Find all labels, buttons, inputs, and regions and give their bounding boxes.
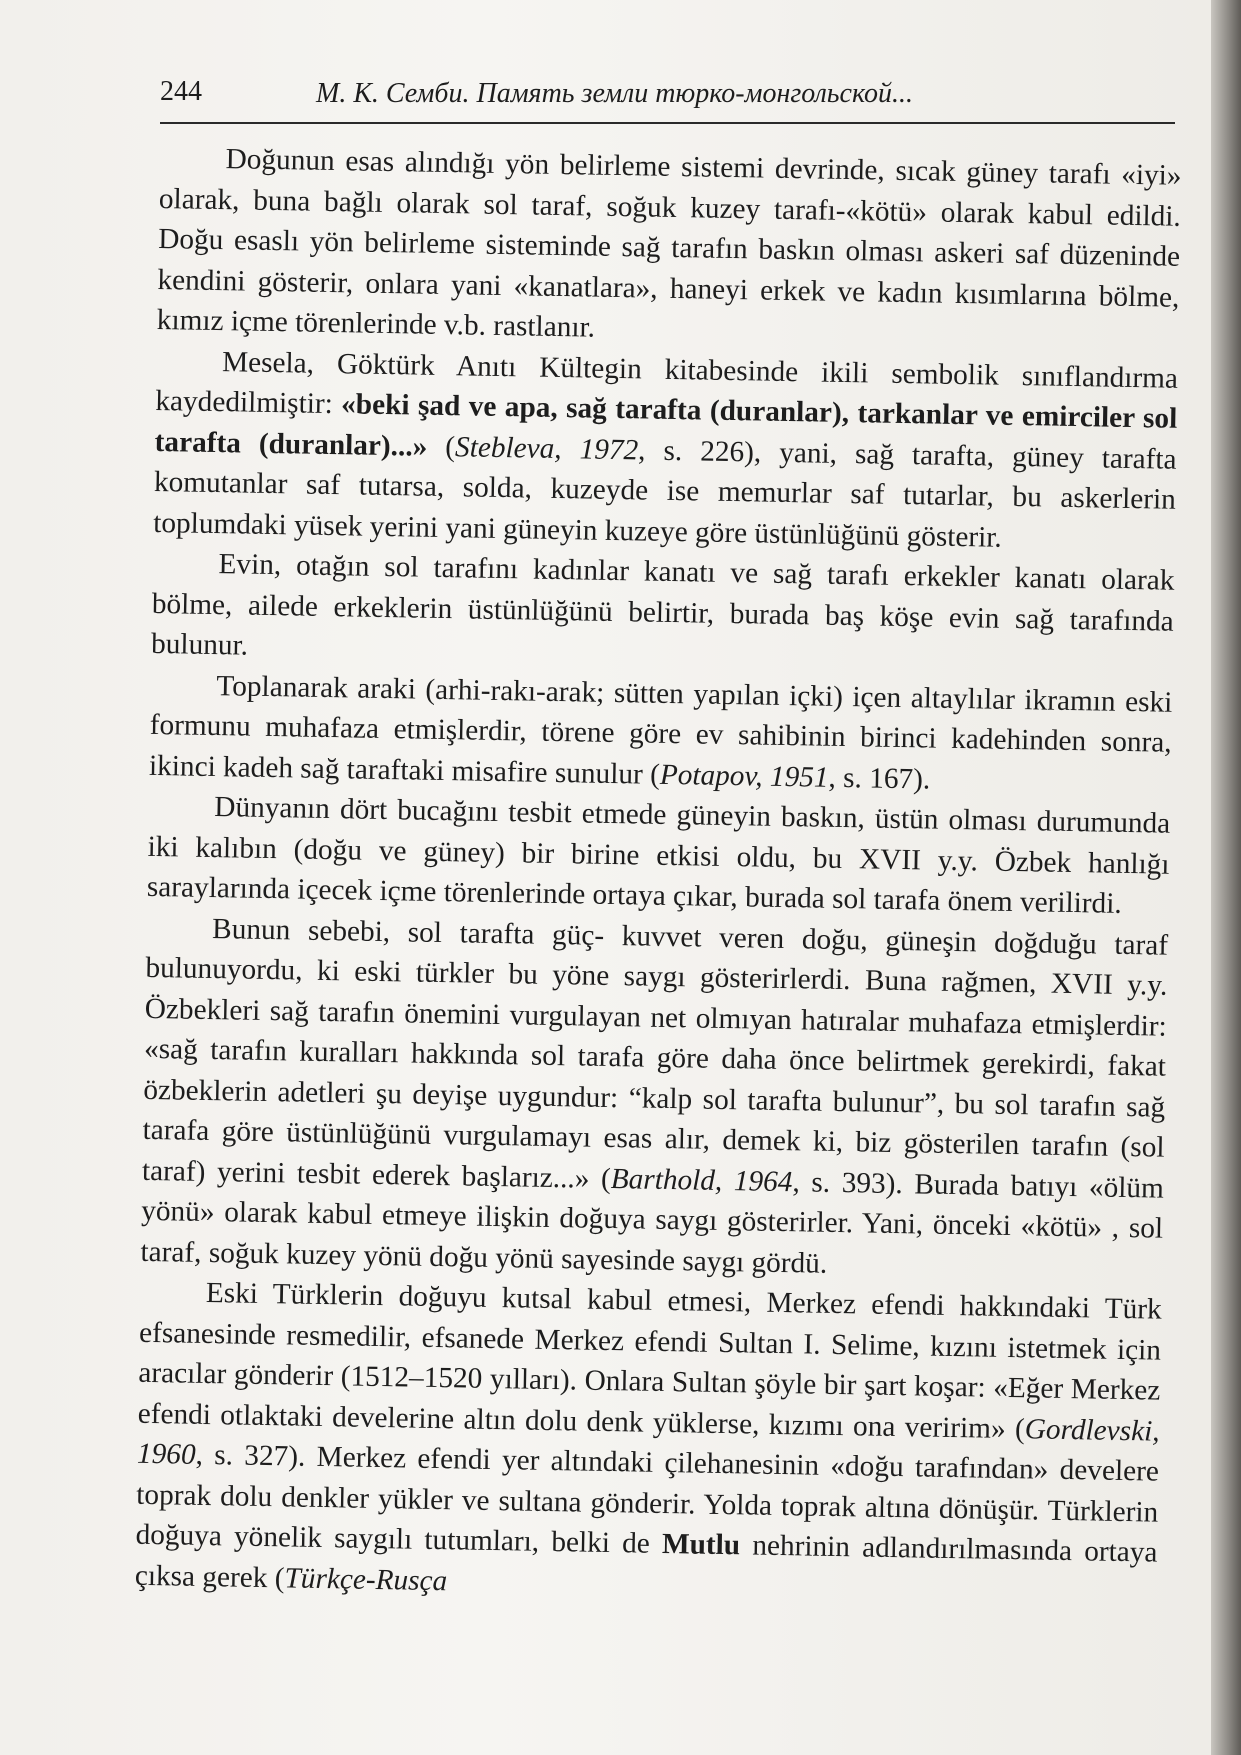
paragraph-2-text: ( <box>427 430 456 463</box>
paragraph-4-text: Toplanarak araki (arhi-rakı-arak; sütten yapılan içki) içen altaylılar ikramın eski formunu muhafaza etmişlerdir, törene göre ev sahibinin birinci kadehinden sonra, ikinci kadeh sağ taraftaki misafire sunulur ( <box>148 669 1173 791</box>
paragraph-3 <box>151 543 1175 682</box>
citation: Stebleva, 1972 <box>454 430 639 466</box>
paragraph-1-text: Doğunun esas alındığı yön belirleme sistemi devrinde, sıcak güney tarafı «iyi» olarak, buna bağlı olarak sol taraf, soğuk kuzey tarafı-«kötü» olarak kabul edildi. Doğu esaslı yön belirleme sisteminde sağ tarafın baskın olması askeri saf düzeninde kendini gösterir, onlara yani «kanatlara», haneyi erkek ve kadın kısımlarına bölme, kımız içme törenlerinde v.b. rastlanır. <box>156 143 1182 344</box>
paragraph-1 <box>156 138 1181 358</box>
page-number: 244 <box>160 76 202 107</box>
paragraph-3-text: Evin, otağın sol tarafını kadınlar kanatı ve sağ tarafı erkekler kanatı olarak bölme, ailede erkeklerin üstünlüğünü belirtir, burada baş köşe evin sağ tarafında bulunur. <box>150 548 1175 662</box>
running-head: М. К. Сембu. Память земли тюрко-монгольской... <box>316 78 913 109</box>
paragraph-7 <box>135 1272 1162 1614</box>
citation: Gordlevski, 1960 <box>136 1412 1160 1471</box>
citation: Barthold, 1964 <box>610 1162 793 1198</box>
paragraph-7-text: Eski Türklerin doğuyu kutsal kabul etmesi, Merkez efendi hakkındaki Türk efsanesinde resmedilir, efsanede Merkez efendi Sultan I. Selime, kızını istetmek için aracılar gönderir (1512–1520 yılları). Onlara Sultan şöyle bir şart koşar: «Eğer Merkez efendi otlaktaki develerine altın dolu denk yüklerse, kızımı ona veririm» ( <box>137 1276 1162 1445</box>
paragraph-6-text: , s. 393). Burada batıyı «ölüm yönü» olarak kabul etmeye ilişkin doğuya saygı gösterirler. Yani, önceki «kötü» , sol taraf, soğuk kuzey yönü doğu yönü sayesinde saygı gördü. <box>140 1165 1165 1280</box>
quote-bold: «beki şad ve apa, sağ tarafta (duranlar), tarkanlar ve emirciler sol tarafta (duranlar)...» <box>154 388 1178 463</box>
paragraph-7-text: , s. 327). Merkez efendi yer altındaki çilehanesinin «doğu tarafından» develere toprak dolu denkler yükler ve sultana gönderir. Yolda toprak altına dönüşür. Türklerin doğuya yönelik saygılı tutumları, belki de <box>135 1438 1160 1560</box>
paragraph-6 <box>140 907 1168 1289</box>
paragraph-4 <box>149 664 1173 803</box>
paragraph-5 <box>147 786 1171 925</box>
body-text <box>135 138 1182 1614</box>
citation: Potapov, 1951 <box>659 758 829 794</box>
paragraph-6-text: Bunun sebebi, sol tarafta güç- kuvvet veren doğu, güneşin doğduğu taraf bulunuyordu, ki eski türkler bu yöne saygı gösterirlerdi. Buna rağmen, XVII y.y. Özbekleri sağ tarafın önemini vurgulayan net olmıyan hatıralar muhafaza etmişlerdir: «sağ tarafın kuralları hakkında sol tarafa göre daha önce belirtmek gerekirdi, fakat özbeklerin adetleri şu deyişe uygundur: “kalp sol tarafta bulunur”, bu sol tarafın sağ tarafa göre üstünlüğünü vurgulamayı esas alır, demek ki, biz gösterilen tarafın (sol taraf) yerini tesbit ederek başlarız...» ( <box>141 912 1169 1195</box>
header-rule <box>160 122 1175 124</box>
page-header <box>160 68 1175 130</box>
paragraph-2 <box>153 340 1178 560</box>
paragraph-2-text: Mesela, Göktürk Anıtı Kültegin kitabesinde ikili sembolik sınıflandırma kaydedilmiştir: <box>155 345 1179 421</box>
page-edge-shadow <box>1211 0 1241 1755</box>
citation: Türkçe-Rusça <box>284 1561 448 1597</box>
paragraph-5-text: Dünyanın dört bucağını tesbit etmede güneyin baskın, üstün olması durumunda iki kalıbın (doğu ve güney) bir birine etkisi oldu, bu XVII y.y. Özbek hanlığı saraylarında içecek içme törenlerinde ortaya çıkar, burada sol tarafa önem verilirdi. <box>146 791 1171 920</box>
paragraph-2-text: , s. 226), yani, sağ tarafta, güney tarafta komutanlar saf tutarsa, solda, kuzeyde ise memurlar saf tutarlar, bu askerlerin toplumdaki yüsek yerini yani güneyin kuzeye göre üstünlüğünü gösterir. <box>153 433 1177 554</box>
river-name-bold: Mutlu <box>661 1527 741 1562</box>
paragraph-4-text: , s. 167). <box>828 761 931 796</box>
paragraph-7-text: nehrinin adlandırılmasında ortaya çıksa gerek ( <box>134 1529 1158 1594</box>
